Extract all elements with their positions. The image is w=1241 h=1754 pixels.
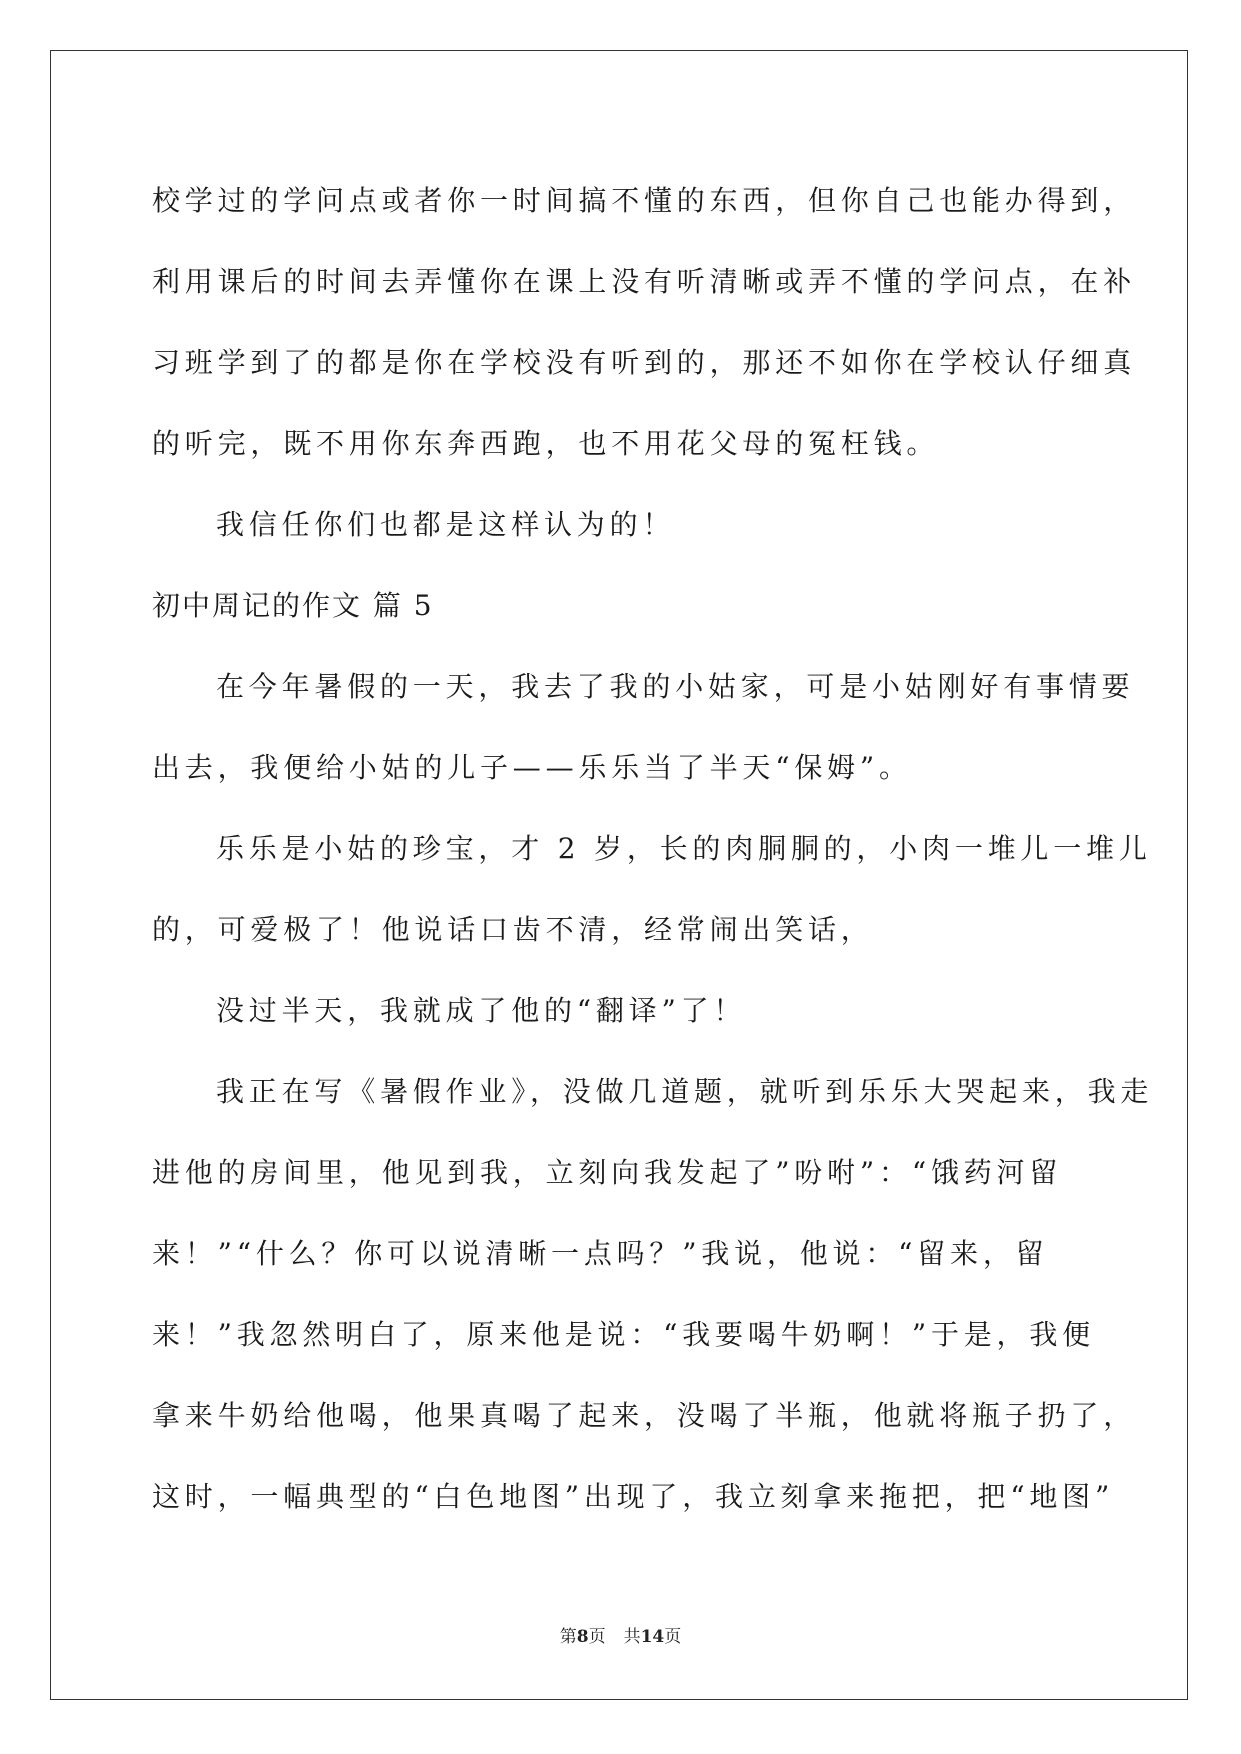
paragraph-line: 的听完，既不用你东奔西跑，也不用花父母的冤枉钱。 [152, 427, 940, 460]
paragraph-line: 这时，一幅典型的“白色地图”出现了，我立刻拿来拖把，把“地图” [152, 1480, 1115, 1513]
document-body [152, 160, 1154, 1537]
page-prefix: 第 [559, 1627, 577, 1647]
page-total: 14 [640, 1627, 665, 1647]
paragraph-line: 利用课后的时间去弄懂你在课上没有听清晰或弄不懂的学问点，在补 [152, 265, 1137, 298]
total-suffix: 页 [664, 1627, 682, 1647]
paragraph-line: 习班学到了的都是你在学校没有听到的，那还不如你在学校认仔细真 [152, 346, 1137, 379]
paragraph-line: 我信任你们也都是这样认为的！ [216, 508, 676, 541]
paragraph-line: 来！”“什么？你可以说清晰一点吗？”我说，他说：“留来，留 [152, 1237, 1049, 1270]
page-suffix: 页 [588, 1627, 606, 1647]
page-current: 8 [576, 1627, 589, 1647]
paragraph-line: 乐乐是小姑的珍宝，才 2 岁，长的肉胴胴的，小肉一堆儿一堆儿 [216, 832, 1152, 865]
page-footer [0, 1622, 1241, 1647]
paragraph-line: 进他的房间里，他见到我，立刻向我发起了”吩咐”：“饿药河留 [152, 1156, 1063, 1189]
paragraph-line: 我正在写《暑假作业》，没做几道题，就听到乐乐大哭起来，我走 [216, 1075, 1154, 1108]
total-prefix: 共 [623, 1627, 641, 1647]
paragraph-line: 拿来牛奶给他喝，他果真喝了起来，没喝了半瓶，他就将瓶子扔了， [152, 1399, 1137, 1432]
paragraph-line: 出去，我便给小姑的儿子——乐乐当了半天“保姆”。 [152, 751, 912, 784]
paragraph-line: 没过半天，我就成了他的“翻译”了！ [216, 994, 747, 1027]
paragraph-line: 在今年暑假的一天，我去了我的小姑家，可是小姑刚好有事情要 [216, 670, 1135, 703]
paragraph-line: 来！”我忽然明白了，原来他是说：“我要喝牛奶啊！”于是，我便 [152, 1318, 1095, 1351]
section-heading: 初中周记的作文 篇 5 [152, 589, 434, 622]
paragraph-line: 校学过的学问点或者你一时间搞不懂的东西，但你自己也能办得到， [152, 184, 1137, 217]
paragraph-line: 的，可爱极了！他说话口齿不清，经常闹出笑话， [152, 913, 874, 946]
